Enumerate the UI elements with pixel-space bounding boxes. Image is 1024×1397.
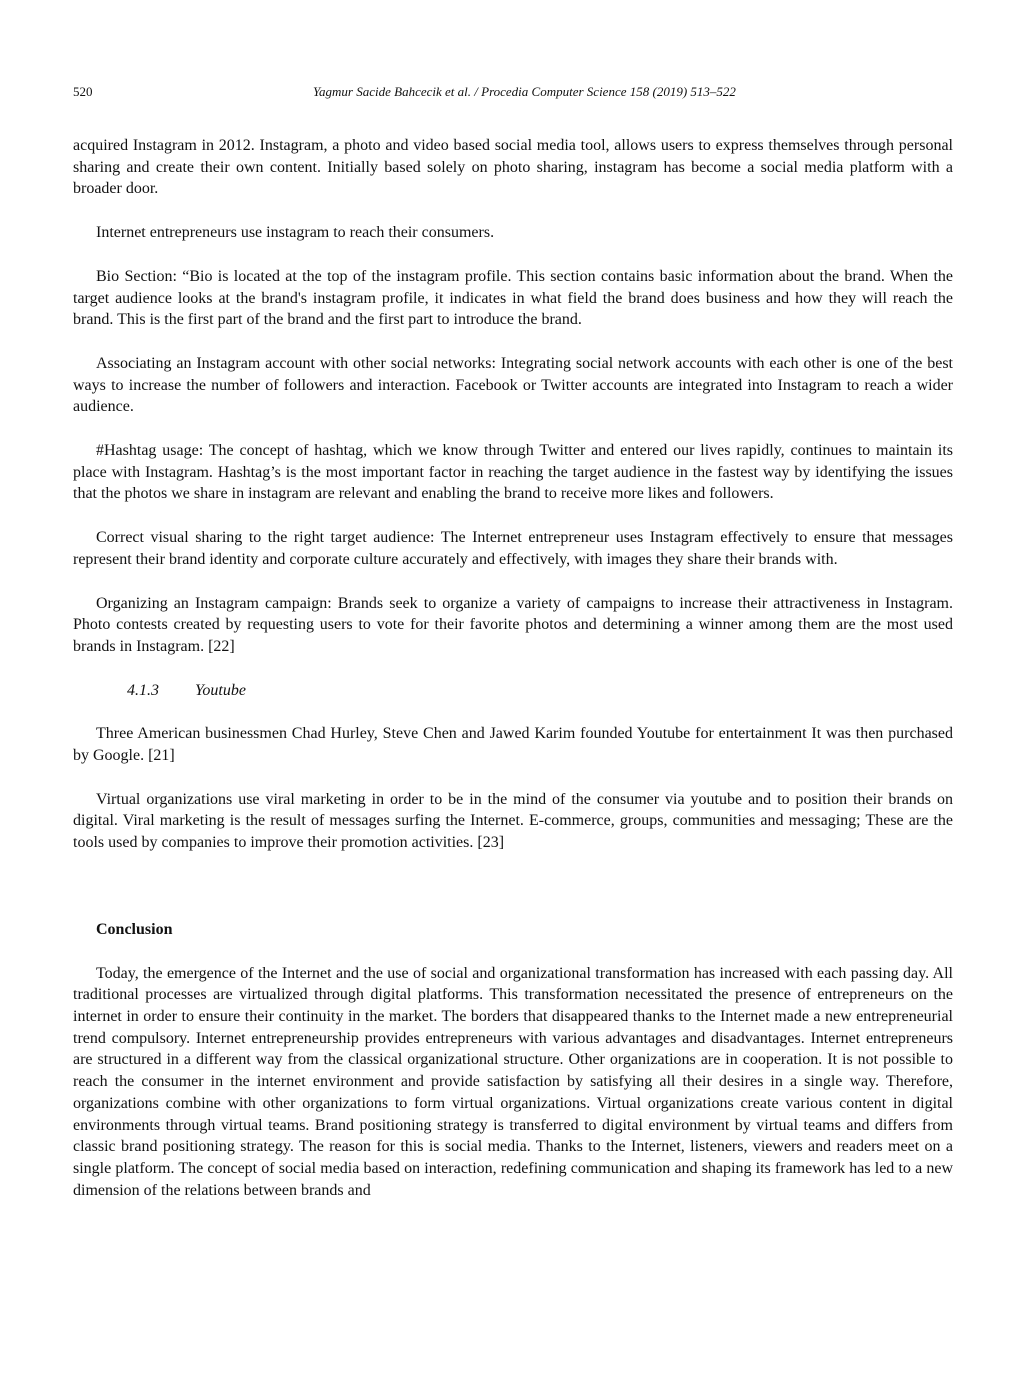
- paragraph-entrepreneurs-instagram: Internet entrepreneurs use instagram to reach their consumers.: [96, 224, 495, 242]
- paragraph-instagram-campaign: Organizing an Instagram campaign: Brands seek to organize a variety of campaigns to increase their attractiveness in Instagram. Photo contests created by requesting users to vote for their favorite photos and determining a winner among them are the most used brands in Instagram. [22]: [73, 594, 953, 655]
- page-header: [73, 84, 953, 104]
- paragraph-youtube-founding: Three American businessmen Chad Hurley, Steve Chen and Jawed Karim founded Youtube for entertainment It was then purchased by Google. [21]: [73, 725, 953, 765]
- subsection-number: 4.1.3: [127, 681, 159, 699]
- paragraph-bio-section: Bio Section: “Bio is located at the top of the instagram profile. This section contains basic information about the brand. When the target audience looks at the brand's instagram profile, it indicates in what field the brand does business and how they will reach the brand. This is the first part of the brand and the first part to introduce the brand.: [73, 267, 953, 329]
- paragraph-visual-sharing: Correct visual sharing to the right target audience: The Internet entrepreneur uses Instagram effectively to ensure that messages represent their brand identity and corporate culture accurately and effectively, with images they share their brands with.: [73, 529, 953, 568]
- subsection-title: Youtube: [195, 681, 246, 699]
- page-body: [73, 135, 953, 1201]
- subsection-heading: [73, 680, 953, 702]
- conclusion-heading: Conclusion: [96, 920, 173, 938]
- paragraph-associating-accounts: Associating an Instagram account with other social networks: Integrating social network accounts with each other is one of the best ways to increase the number of followers and interaction. Facebook or Twitter accounts are integrated into Instagram to reach a wider audience.: [73, 354, 953, 416]
- running-head: Yagmur Sacide Bahcecik et al. / Procedia Computer Science 158 (2019) 513–522: [313, 84, 736, 99]
- paragraph-viral-marketing: Virtual organizations use viral marketing in order to be in the mind of the consumer via youtube and to position their brands on digital. Viral marketing is the result of messages surfing the Internet. E-commerce, groups, communities and messaging; These are the tools used by companies to improve their promotion activities. [23]: [73, 790, 953, 852]
- paragraph-hashtag-usage: #Hashtag usage: The concept of hashtag, which we know through Twitter and entered our lives rapidly, continues to maintain its place with Instagram. Hashtag’s is the most important factor in reaching the target audience in the fastest way by identifying the issues that the photos we share in instagram are relevant and enabling the brand to receive more likes and followers.: [73, 442, 953, 503]
- paragraph-instagram-intro: acquired Instagram in 2012. Instagram, a photo and video based social media tool, allows users to express themselves through personal sharing and create their own content. Initially based solely on photo sharing, instagram has become a social media platform with a broader door.: [73, 137, 953, 198]
- paragraph-conclusion: Today, the emergence of the Internet and the use of social and organizational transformation has increased with each passing day. All traditional processes are virtualized through digital platforms. This transformation necessitated the presence of entrepreneurs on the internet in order to ensure their continuity in the market. The borders that disappeared thanks to the Internet made a new entrepreneurial trend compulsory. Internet entrepreneurship provides entrepreneurs with various advantages and disadvantages. Internet entrepreneurs are structured in a different way from the classical organizational structure. Other organizations are in cooperation. It is not possible to reach the consumer in the internet environment and provide satisfaction by satisfying all their desires in a single way. Therefore, organizations combine with other organizations to form virtual organizations. Virtual organizations create various content in digital environments through virtual teams. Brand positioning strategy is transferred to digital environment by virtual teams and differs from classic brand positioning strategy. The reason for this is social media. Thanks to the Internet, listeners, viewers and readers meet on a single platform. The concept of social media based on interaction, redefining communication and shaping its framework has led to a new dimension of the relations between brands and: [73, 964, 953, 1199]
- page-number: 520: [73, 84, 93, 99]
